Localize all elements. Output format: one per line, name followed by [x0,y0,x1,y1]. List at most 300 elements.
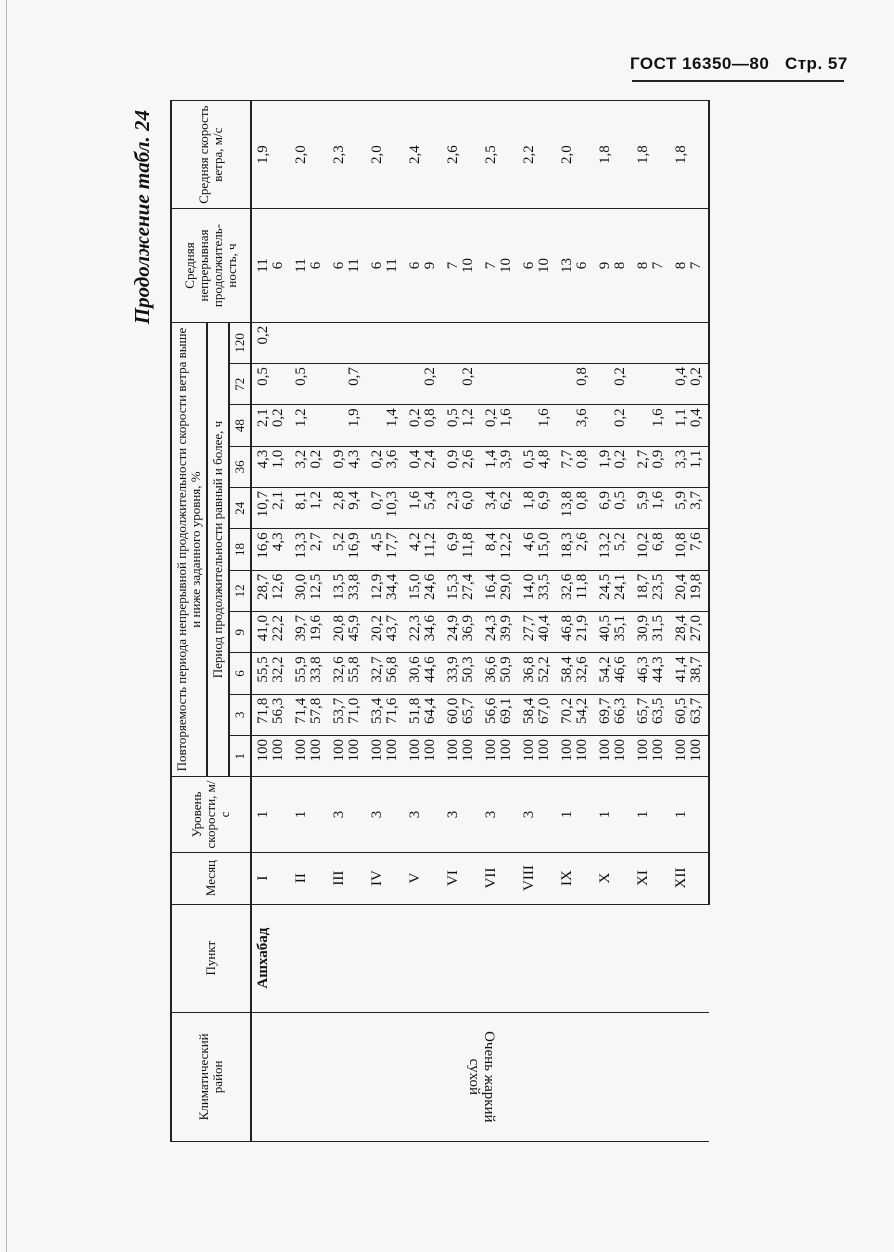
value-cell [251,364,290,405]
header-repeatability: Повторяемость периода непрерывной продолжительности скорости ветра выше и ниже заданного уровня, % [171,322,207,777]
value-above: 100 [673,739,689,762]
value-below: 11,8 [460,532,476,559]
value-below: 32,6 [574,656,590,683]
value-above [408,326,423,360]
value-above: 100 [483,739,499,762]
value-below [537,326,552,360]
value-cell [670,322,709,363]
value-cell [366,364,404,405]
value-below [385,326,400,360]
value-cell [290,612,328,653]
value-below: 4,3 [270,532,286,552]
value-below: 43,7 [384,615,400,642]
avg-speed-cell: 1,8 [670,101,709,209]
level-cell: 3 [480,777,518,852]
avg-speed-cell: 2,5 [480,101,518,209]
value-above: 28,7 [255,573,271,600]
value-below: 71,6 [384,697,400,724]
value-below: 19,8 [688,573,704,600]
value-below [271,367,286,401]
value-above: 65,7 [635,697,651,724]
value-above: 1,4 [483,449,499,469]
value-cell [480,653,518,694]
value-cell [328,694,366,735]
value-below: 0,4 [688,408,704,428]
value-below: 16,9 [346,532,362,559]
value-above: 1,2 [293,408,309,428]
value-below: 1,6 [498,408,514,428]
value-above: 22,3 [407,615,423,642]
value-above: 1,6 [407,491,423,510]
avg-duration-value: 13 [559,258,575,274]
value-cell [518,529,556,570]
avg-speed-cell: 2,0 [290,101,328,209]
value-below: 5,4 [422,491,438,510]
value-above [370,326,385,360]
value-above: 4,5 [369,532,385,552]
value-cell [670,488,709,529]
value-above [636,326,651,360]
value-above [636,408,651,442]
value-above: 8,1 [293,491,309,510]
value-above: 2,1 [255,408,271,428]
value-cell [442,653,480,694]
value-cell [556,488,594,529]
value-cell [404,570,442,611]
value-cell [328,322,366,363]
value-cell [290,694,328,735]
value-cell [442,405,480,446]
value-above: 32,6 [331,656,347,683]
value-cell [290,488,328,529]
header-rule [632,80,844,82]
value-below: 66,3 [612,697,628,724]
value-above: 13,3 [293,532,309,559]
value-cell [480,736,518,777]
value-below: 71,0 [346,697,362,724]
value-below: 0,9 [650,449,666,469]
value-above [560,367,575,401]
value-above: 100 [635,739,651,762]
value-above: 6,9 [597,491,613,510]
value-above: 2,7 [635,449,651,469]
value-above: 30,6 [407,656,423,683]
value-above: 10,2 [635,532,651,559]
avg-duration-cell [251,209,290,322]
value-cell [290,653,328,694]
value-below [537,367,552,401]
value-cell [404,405,442,446]
value-below [651,367,666,401]
value-cell [632,612,670,653]
header-period-3: 3 [229,694,251,735]
value-below: 23,5 [650,573,666,600]
value-above [522,367,537,401]
avg-duration-value: 7 [483,261,499,270]
value-below: 100 [536,739,552,762]
value-cell [632,653,670,694]
value-below: 32,2 [270,656,286,683]
value-cell [632,488,670,529]
value-above: 53,7 [331,697,347,724]
value-cell [632,446,670,487]
avg-speed-cell: 2,6 [442,101,480,209]
value-below: 29,0 [498,573,514,600]
avg-duration-cell [480,209,518,322]
value-above [484,367,499,401]
value-cell [290,405,328,446]
month-cell: V [404,852,442,904]
value-below: 33,5 [536,573,552,600]
value-above [674,326,689,360]
value-below: 3,9 [498,449,514,469]
value-cell [442,364,480,405]
value-below: 4,8 [536,449,552,469]
value-cell [404,322,442,363]
avg-duration-cell [328,209,366,322]
avg-duration-value: 11 [255,258,271,273]
value-cell [251,488,290,529]
month-cell: X [594,852,632,904]
value-above: 5,9 [635,491,651,510]
value-above: 56,6 [483,697,499,724]
value-below: 11,2 [422,532,438,559]
value-cell [556,529,594,570]
value-cell [442,736,480,777]
avg-duration-value: 10 [498,258,514,274]
avg-duration-value: 6 [331,261,347,270]
value-cell [480,694,518,735]
value-cell [518,736,556,777]
value-below: 63,5 [650,697,666,724]
value-below: 3,6 [384,449,400,469]
avg-duration-cell [670,209,709,322]
value-above: 2,8 [331,491,347,510]
value-below: 0,2 [270,408,286,428]
value-below: 1,0 [270,449,286,469]
value-above: 100 [331,739,347,762]
value-below: 56,3 [270,697,286,724]
value-above: 4,3 [255,449,271,469]
value-above: 0,5 [255,367,271,386]
value-below: 1,4 [384,408,400,428]
value-above: 69,7 [597,697,613,724]
value-above: 32,7 [369,656,385,683]
value-below: 69,1 [498,697,514,724]
value-above: 39,7 [293,615,309,642]
value-below: 38,7 [688,656,704,683]
month-cell: IV [366,852,404,904]
avg-duration-value: 8 [673,261,689,270]
value-above: 0,2 [407,408,423,428]
value-below: 100 [650,739,666,762]
value-cell [404,488,442,529]
value-above [560,326,575,360]
wind-duration-table [170,100,710,1142]
value-below: 34,4 [384,573,400,600]
value-cell [594,446,632,487]
value-cell [366,405,404,446]
value-cell [404,694,442,735]
value-cell [632,570,670,611]
header-period-48: 48 [229,405,251,446]
value-below: 52,2 [536,656,552,683]
value-cell [404,364,442,405]
value-below: 24,6 [422,573,438,600]
value-cell [480,322,518,363]
value-below: 1,1 [688,449,704,469]
level-cell: 1 [251,777,290,852]
value-above [370,408,385,442]
value-above: 100 [445,739,461,762]
value-cell [594,405,632,446]
value-above: 7,7 [559,449,575,469]
avg-duration-cell [556,209,594,322]
avg-duration-value: 6 [308,261,324,270]
value-below: 54,2 [574,697,590,724]
value-above: 28,4 [673,615,689,642]
value-above: 1,9 [597,449,613,469]
value-cell [290,736,328,777]
value-cell [518,405,556,446]
value-above: 1,8 [521,491,537,510]
value-below: 22,2 [270,615,286,642]
avg-duration-cell [594,209,632,322]
value-cell [670,694,709,735]
value-below: 3,6 [574,408,590,428]
standard-number: ГОСТ 16350—80 [630,54,770,73]
value-above: 100 [559,739,575,762]
value-cell [251,529,290,570]
value-above: 18,7 [635,573,651,600]
value-below [309,408,324,442]
value-above: 60,0 [445,697,461,724]
value-below [575,326,590,360]
value-cell [594,488,632,529]
value-cell [556,694,594,735]
value-above [484,326,499,360]
level-cell: 1 [670,777,709,852]
value-below: 33,8 [308,656,324,683]
value-above: 55,5 [255,656,271,683]
value-below: 2,4 [422,449,438,469]
value-above: 18,3 [559,532,575,559]
value-above: 12,9 [369,573,385,600]
value-cell [670,405,709,446]
value-below [499,326,514,360]
value-cell [594,529,632,570]
value-cell [366,612,404,653]
value-below: 100 [308,739,324,762]
value-below [309,367,324,401]
avg-duration-value: 11 [384,258,400,273]
value-below: 27,0 [688,615,704,642]
value-cell [480,570,518,611]
value-above: 24,5 [597,573,613,600]
level-cell: 3 [328,777,366,852]
value-above: 41,4 [673,656,689,683]
value-above: 100 [255,739,271,762]
value-below: 1,6 [536,408,552,428]
value-cell [594,653,632,694]
value-below: 56,8 [384,656,400,683]
value-cell [518,488,556,529]
avg-duration-value: 9 [422,261,438,270]
rotated-table-container [130,100,870,1142]
value-below [461,326,476,360]
avg-speed-cell: 2,0 [366,101,404,209]
value-below: 33,8 [346,573,362,600]
level-cell: 3 [404,777,442,852]
value-above: 0,2 [369,449,385,469]
value-cell [328,570,366,611]
avg-duration-value: 6 [407,261,423,270]
value-above [446,326,461,360]
avg-duration-value: 6 [369,261,385,270]
value-cell [251,653,290,694]
value-cell [556,322,594,363]
value-below: 9,4 [346,491,362,510]
level-cell: 1 [556,777,594,852]
avg-speed-cell: 1,8 [632,101,670,209]
value-below: 0,8 [574,491,590,510]
value-below: 6,2 [498,491,514,510]
value-above: 3,3 [673,449,689,469]
value-above: 100 [407,739,423,762]
value-cell [670,570,709,611]
value-below [347,326,362,360]
value-below: 2,1 [270,491,286,510]
value-cell [328,529,366,570]
value-cell [251,612,290,653]
value-cell [328,736,366,777]
value-below: 12,6 [270,573,286,600]
value-above: 0,5 [445,408,461,428]
header-period-6: 6 [229,653,251,694]
value-below: 0,2 [308,449,324,469]
value-cell [290,364,328,405]
avg-duration-value: 6 [521,261,537,270]
month-cell: III [328,852,366,904]
value-below: 19,6 [308,615,324,642]
value-cell [251,736,290,777]
value-cell [404,612,442,653]
value-cell [442,529,480,570]
avg-speed-cell: 2,0 [556,101,594,209]
value-below: 7,6 [688,532,704,552]
value-above: 41,0 [255,615,271,642]
value-cell [518,364,556,405]
value-above: 15,3 [445,573,461,600]
value-above [598,408,613,442]
region-cell [251,1012,709,1141]
value-below: 1,6 [650,491,666,510]
value-above: 4,2 [407,532,423,552]
page-number: Стр. 57 [784,54,848,73]
value-cell [442,322,480,363]
value-below: 46,6 [612,656,628,683]
value-cell [556,653,594,694]
region-label: Очень жаркий сухой [465,1031,497,1123]
value-below [309,326,324,360]
avg-speed-cell: 2,2 [518,101,556,209]
value-above: 0,4 [407,449,423,469]
value-above: 70,2 [559,697,575,724]
avg-duration-value: 7 [650,261,666,270]
value-cell [670,446,709,487]
value-cell [442,570,480,611]
avg-duration-value: 11 [293,258,309,273]
table-row [251,101,290,1142]
value-cell [670,653,709,694]
value-above: 15,0 [407,573,423,600]
value-above [332,408,347,442]
month-cell: IX [556,852,594,904]
value-above: 30,9 [635,615,651,642]
value-cell [251,694,290,735]
value-above [332,326,347,360]
value-above [560,408,575,442]
value-cell [442,612,480,653]
value-below [613,326,628,360]
page-edge-line [6,0,7,1252]
value-below: 12,2 [498,532,514,559]
value-cell [594,612,632,653]
value-below: 100 [422,739,438,762]
value-cell [366,488,404,529]
value-above [522,326,537,360]
value-below: 0,2 [688,367,704,386]
value-above: 36,8 [521,656,537,683]
value-above: 71,8 [255,697,271,724]
value-above [294,326,309,360]
value-above: 53,4 [369,697,385,724]
value-above [332,367,347,401]
value-cell [328,653,366,694]
value-cell [670,529,709,570]
value-cell [480,612,518,653]
value-below: 2,7 [308,532,324,552]
value-below: 0,2 [460,367,476,386]
page-header [630,54,848,74]
value-below: 24,1 [612,573,628,600]
table-caption: Продолжение табл. 24 [130,110,154,325]
header-avg-duration: Средняя непрерывная продолжитель-ность, ч [171,209,251,322]
value-below: 0,2 [612,449,628,469]
level-cell: 1 [594,777,632,852]
value-above [598,367,613,401]
avg-duration-value: 7 [688,261,704,270]
value-above [446,367,461,401]
value-cell [480,364,518,405]
value-below: 12,5 [308,573,324,600]
value-above: 0,2 [483,408,499,428]
header-level: Уровень скорости, м/с [171,777,251,852]
value-cell [594,570,632,611]
avg-duration-value: 6 [574,261,590,270]
value-below: 100 [346,739,362,762]
value-below: 5,2 [612,532,628,552]
value-cell [290,529,328,570]
value-cell [366,653,404,694]
value-above: 54,2 [597,656,613,683]
value-below: 11,8 [574,573,590,600]
value-above: 100 [293,739,309,762]
value-cell [632,529,670,570]
value-cell [328,612,366,653]
avg-duration-value: 10 [536,258,552,274]
value-cell [328,446,366,487]
